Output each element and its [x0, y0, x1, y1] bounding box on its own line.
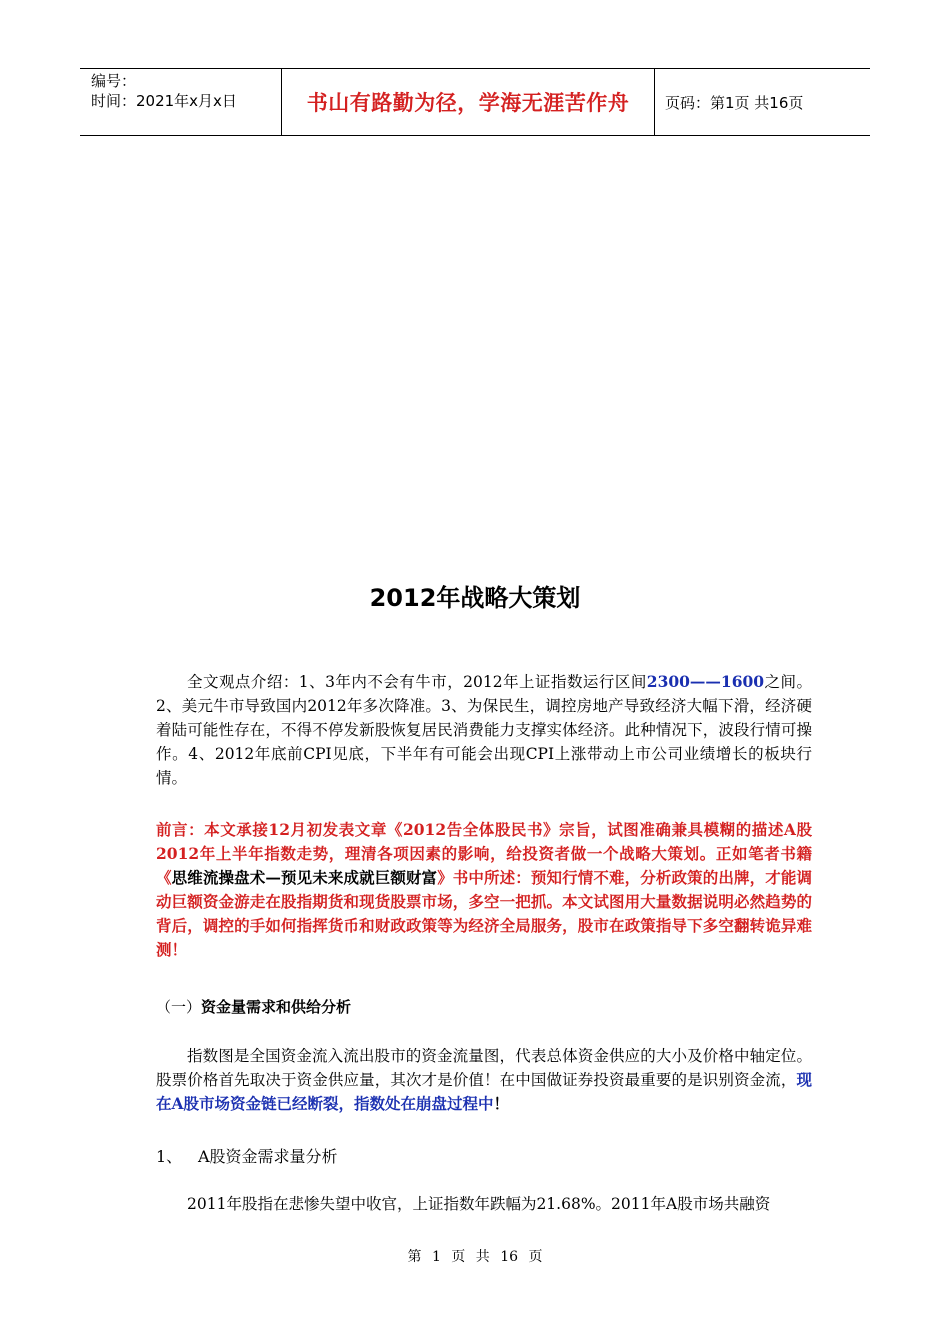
section-heading-title: 资金量需求和供给分析	[201, 998, 352, 1016]
section1-paragraph	[156, 1044, 812, 1116]
page-footer: 第 1 页 共 16 页	[407, 1249, 543, 1265]
intro-paragraph	[156, 670, 812, 790]
header-table	[80, 68, 870, 136]
intro-text-1: 全文观点介绍：1、3年内不会有牛市，2012年上证指数运行区间	[187, 673, 647, 691]
preface-book-title: 思维流操盘术—预见未来成就巨额财富	[171, 868, 438, 887]
subsection-heading-1	[156, 1144, 338, 1167]
preface-text-2: 》书中所述：预知行情不难，分析政策的出牌，才能调动巨额资金游走在股指期货和现货股票市场，多空一把抓。本文试图用大量数据说明必然趋势的背后，调控的手如何指挥货币和财政政策等为经济全局服务，股市在政策指导下多空翻转诡异难测！	[156, 868, 812, 959]
preface-paragraph	[156, 818, 812, 962]
preface-text-1: 前言：本文承接12月初发表文章《2012告全体股民书》宗旨，试图准确兼具模糊的描述A股2012年上半年指数走势，理清各项因素的影响，给投资者做一个战略大策划。正如笔者书籍《	[156, 820, 812, 887]
section1-end: ！	[493, 1094, 510, 1113]
header-motto: 书山有路勤为径，学海无涯苦作舟	[282, 69, 655, 135]
header-page-info: 页码：第1页 共16页	[665, 93, 804, 112]
intro-index-range: 2300——1600	[646, 672, 765, 691]
section1-highlight: 现在A股市场资金链已经断裂，指数处在崩盘过程中	[156, 1070, 812, 1113]
section1-text: 指数图是全国资金流入流出股市的资金流量图，代表总体资金供应的大小及价格中轴定位。股票价格首先取决于资金供应量，其次才是价值！在中国做证券投资最重要的是识别资金流，	[156, 1047, 812, 1089]
section-heading-1	[156, 996, 351, 1017]
section-heading-prefix: （一）	[156, 998, 202, 1016]
document-time-label: 时间：2021年x月x日	[91, 92, 237, 110]
intro-text-2: 之间。2、美元牛市导致国内2012年多次降准。3、为保民生，调控房地产导致经济大幅下滑，经济硬着陆可能性存在，不得不停发新股恢复居民消费能力支撑实体经济。此种情况下，波段行情可操作。4、2012年底前CPI见底，下半年有可能会出现CPI上涨带动上市公司业绩增长的板块行情。	[156, 673, 812, 787]
subsection-title: A股资金需求量分析	[198, 1147, 338, 1166]
document-number-label: 编号：	[91, 72, 137, 90]
header-left-cell	[80, 69, 282, 135]
document-title: 2012年战略大策划	[369, 584, 581, 612]
last-paragraph: 2011年股指在悲惨失望中收官，上证指数年跌幅为21.68%。2011年A股市场共融资	[187, 1195, 771, 1213]
subsection-number: 1、	[156, 1147, 183, 1166]
